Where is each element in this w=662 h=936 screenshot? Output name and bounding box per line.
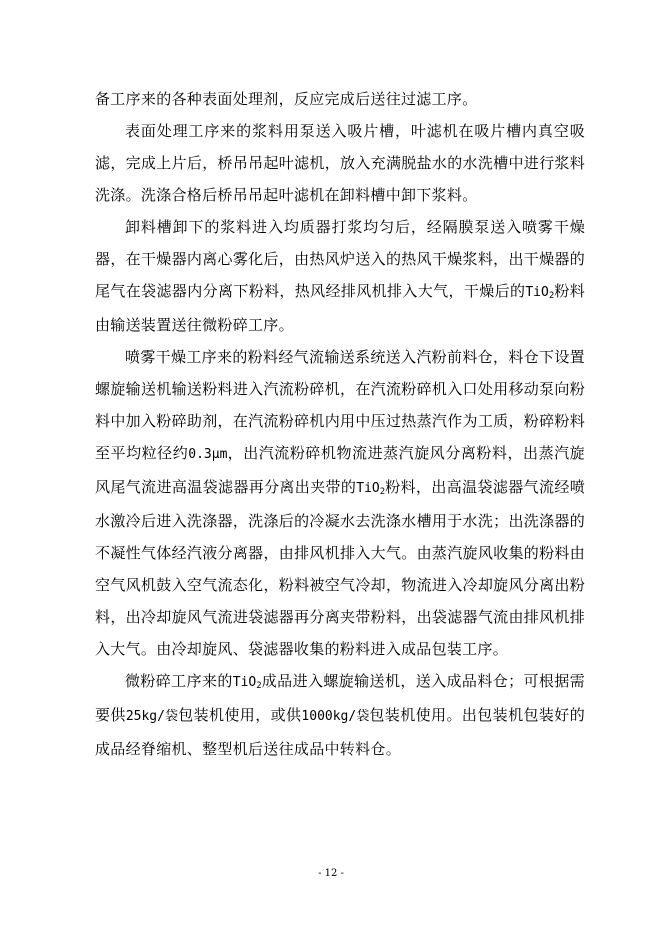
paragraph-text: 表面处理工序来的浆料用泵送入吸片槽，叶滤机在吸片槽内真空吸滤，完成上片后，桥吊吊起叶滤机，放入充满脱盐水的水洗槽中进行浆料洗涤。洗涤合格后桥吊吊起叶滤机在卸料槽中卸下浆料。 [95,122,585,204]
paragraph-text: ，出汽流粉碎机物流进蒸汽旋风分离粉料，出蒸汽旋风尾气流进高温袋滤器再分离出夹带的 [95,444,585,496]
chemical-formula-subscript: 2 [379,487,386,497]
particle-size-value: 0.3μm [188,447,228,462]
chemical-formula-tio2 [356,481,385,496]
chemical-formula-base: TiO [525,285,549,300]
paragraph-text: 包装机使用，或供 [178,706,302,724]
chemical-formula-subscript: 2 [548,291,555,301]
paragraph-spray-drying [95,211,585,341]
paragraph-text: 卸料槽卸下的浆料进入均质器打浆均匀后，经隔膜泵送入喷雾干燥器，在干燥器内离心雾化后，由热风炉送入的热风干燥浆料，出干燥器的尾气在袋滤器内分离下粉料，热风经排风机排入大气，干燥后的 [95,218,585,300]
paragraph-text: 包装机使用。出包装机包装好的成品经脊缩机、整型机后送往成品中转料仓。 [95,706,585,758]
chemical-formula-base: TiO [356,481,380,496]
chemical-formula-subscript: 2 [256,681,262,691]
bag-size-large: 1000kg/袋 [301,709,370,724]
paragraph-text: 粉料，出高温袋滤器气流经喷水激冷后进入洗涤器，洗涤后的冷凝水去洗涤水槽用于水洗；出洗涤器的不凝性气体经汽液分离器，由排风机排入大气。由蒸汽旋风收集的粉料由空气风机鼓入空气流态化，粉料被空气冷却，物流进入冷却旋风分离出粉料，出冷却旋风气流进袋滤器再分离夹带粉料，出袋滤器气流由排风机排入大气。由冷却旋风、袋滤器收集的粉料进入成品包装工序。 [95,478,585,658]
page-number: - 12 - [318,868,344,879]
paragraph-micronization [95,341,585,665]
bag-size-small: 25kg/袋 [125,709,179,724]
paragraph-packaging [95,665,585,765]
chemical-formula-tio2 [525,285,554,300]
body-text [95,83,585,765]
paragraph-text: 备工序来的各种表面处理剂，反应完成后送往过滤工序。 [95,90,478,108]
paragraph-text: 成品进入螺旋输送机，送入成品料仓；可根据需要供 [95,672,585,724]
paragraph-surface-treatment-filtration [95,115,585,211]
paragraph-text: 微粉碎工序来的 [125,672,233,690]
chemical-formula-tio2 [233,675,262,690]
chemical-formula-base: TiO [232,675,257,690]
paragraph-continuation [95,83,585,115]
paragraph-text: 粉料由输送装置送往微粉碎工序。 [95,282,585,334]
paragraph-text: 喷雾干燥工序来的粉料经气流输送系统送入汽粉前料仓，料仓下设置螺旋输送机输送粉料进入汽流粉碎机，在汽流粉碎机入口处用移动泵向粉料中加入粉碎助剂，在汽流粉碎机内用中压过热蒸汽作为工质，粉碎粉料至平均粒径约 [95,348,585,462]
